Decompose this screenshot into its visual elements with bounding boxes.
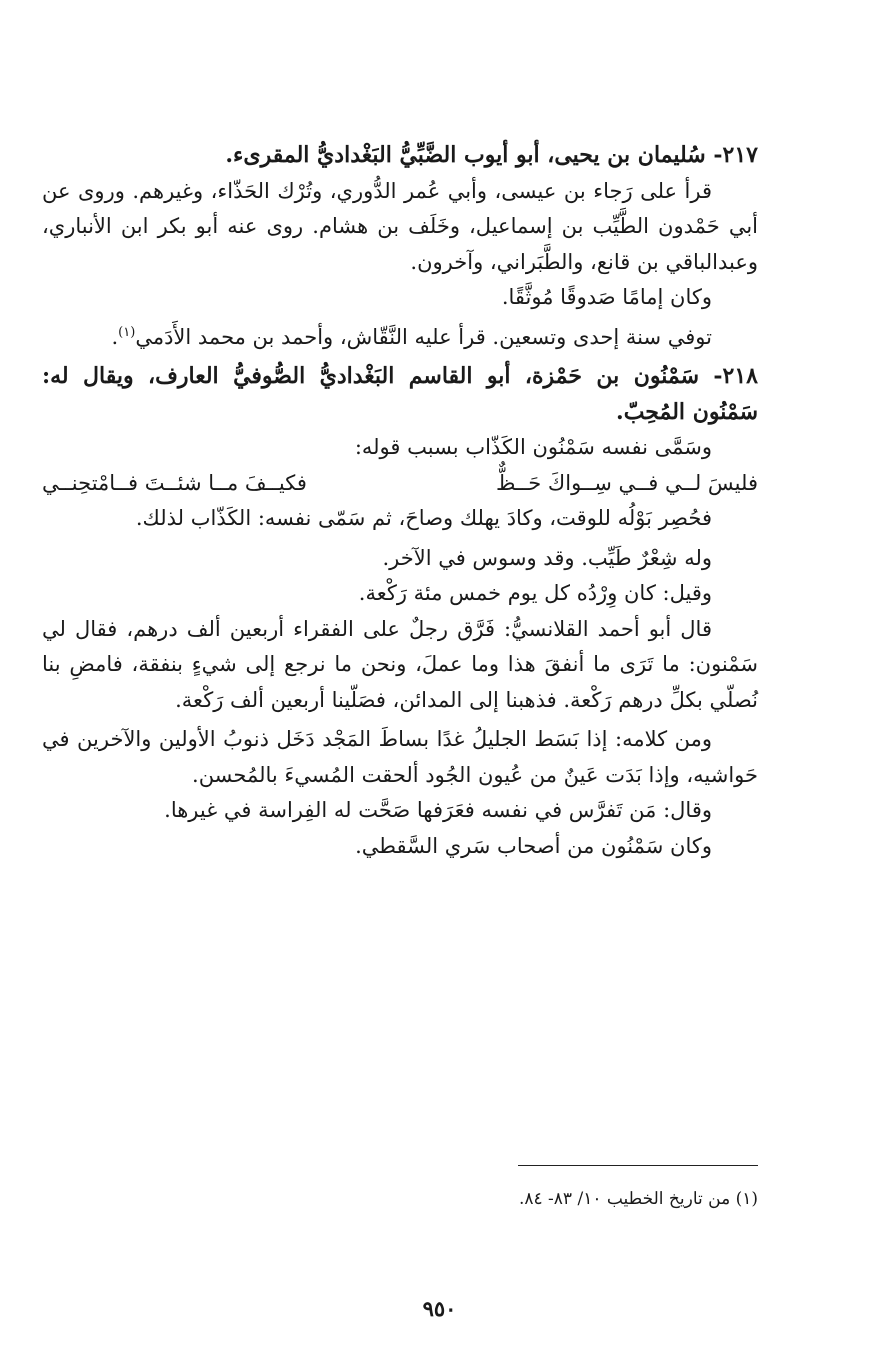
entry-218-paragraph: فحُصِر بَوْلُه للوقت، وكادَ يهلك وصاحَ، ثم سَمّى نفسه: الكَذّاب لذلك.	[135, 506, 712, 530]
entry-218-intro: وسَمَّى نفسه سَمْنُون الكَذّاب بسبب قوله:	[354, 435, 712, 459]
verse-first-hemistich: فليسَ لــي فــي سِــواكَ حَــظٌّ	[496, 470, 758, 495]
footnote-divider	[518, 1165, 758, 1166]
entry-218-paragraph: وله شِعْرٌ طَيِّب. وقد وسوس في الآخر.	[382, 545, 712, 570]
entry-217-end-mark: .	[111, 324, 119, 349]
page-body	[42, 138, 758, 864]
poetry-verse	[42, 466, 758, 502]
entry-217-death-text: توفي سنة إحدى وتسعين. قرأ عليه النَّقّاش، وأحمد بن محمد الأَدَمي	[135, 324, 712, 349]
entry-218-heading: ٢١٨- سَمْنُون بن حَمْزة، أبو القاسم البَغْداديُّ الصُّوفيُّ العارف، ويقال له: سَمْنُون المُحِبّ.	[42, 363, 758, 425]
entry-218-paragraph: ومن كلامه: إذا بَسَط الجليلُ غدًا بساطَ المَجْد دَخَل ذنوبُ الأولين والآخرين في حَواشيه، وإذا بَدَت عَينٌ من عُيون الجُود ألحقت المُسيءَ بالمُحسن.	[42, 727, 758, 787]
entry-217-paragraph: قرأ على رَجاء بن عيسى، وأبي عُمر الدُّوري، وتُرْك الحَذّاء، وغيرهم. وروى عن أبي حَمْدون الطَّيِّب بن إسماعيل، وخَلَف بن هشام. روى عنه أبو بكر ابن الأنباري، وعبدالباقي بن قانع، والطَّبَراني، وآخرون.	[42, 178, 758, 274]
entry-218-paragraph: وقيل: كان وِرْدُه كل يوم خمس مئة رَكْعة.	[358, 581, 712, 605]
verse-second-hemistich: فكيــفَ مــا شئــتَ فــامْتحِنــي	[42, 470, 307, 495]
entry-217-paragraph: وكان إمامًا صَدوقًا مُوثَّقًا.	[501, 285, 712, 309]
entry-217-heading: ٢١٧- سُليمان بن يحيى، أبو أيوب الضَّبِّيُّ البَغْداديُّ المقرىء.	[225, 142, 758, 168]
entry-218-paragraph: وقال: مَن تَفرَّس في نفسه فعَرَفها صَحَّت له الفِراسة في غيرها.	[164, 798, 712, 822]
footnote-reference: (١)	[118, 324, 136, 340]
entry-218-paragraph: قال أبو أحمد القلانسيُّ: فَرَّق رجلٌ على الفقراء أربعين ألف درهم، فقال لي سَمْنون: ما تَرَى ما أنفقَ هذا وما عملَ، ونحن ما نرجع إلى شيءٍ بنفقة، فامضِ بنا نُصلّي بكلِّ درهم رَكْعة. فذهبنا إلى المدائن، فصَلّينا أربعين ألف رَكْعة.	[42, 616, 758, 712]
footnote: (١) من تاريخ الخطيب ١٠/ ٨٣- ٨٤.	[518, 1189, 758, 1209]
entry-218-paragraph: وكان سَمْنُون من أصحاب سَري السَّقطي.	[355, 833, 712, 858]
page-number: ٩٥٠	[422, 1296, 457, 1321]
entry-217-paragraph	[42, 320, 758, 356]
